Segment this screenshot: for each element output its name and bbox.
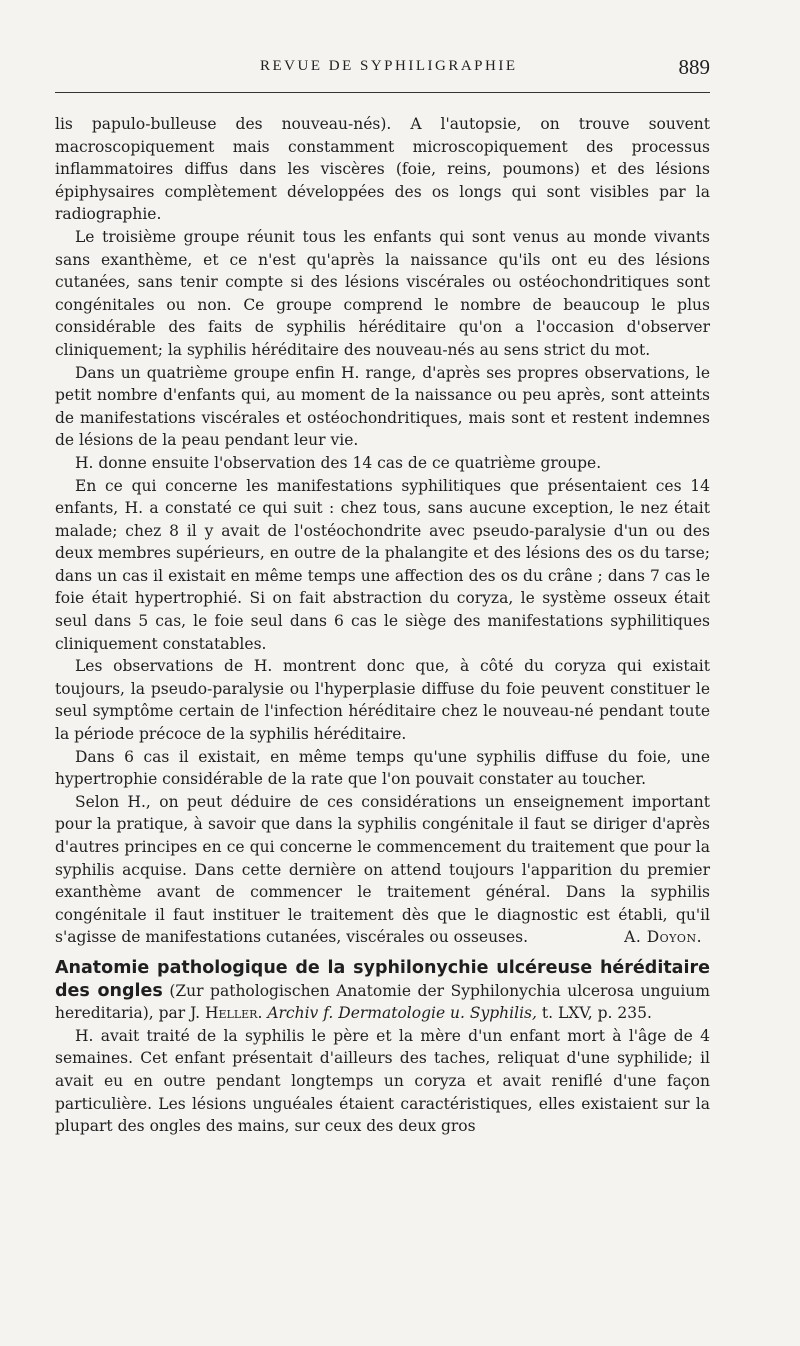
article-heading [55, 957, 710, 1025]
article-body: H. avait traité de la syphilis le père et la mère d'un enfant mort à l'âge de 4 semaines. Cet enfant présentait d'ailleurs des taches, reliquat d'une syphilide; il avait eu en outre pendant longtemps un coryza et avait reniflé d'une façon particulière. Les lésions unguéales étaient caractéristiques, elles existaient sur la plupart des ongles des mains, sur ceux des deux gros [55, 1026, 710, 1136]
article-title: Anatomie pathologique de la syphilonychie ulcéreuse héréditaire des ongles [55, 957, 710, 1001]
paragraph-with-signature [55, 791, 710, 949]
paragraph-text: Selon H., on peut déduire de ces considérations un enseignement important pour la pratique, à savoir que dans la syphilis congénitale il faut se diriger d'après d'autres principes en ce qui concerne le commencement du traitement que pour la syphilis acquise. Dans cette dernière on attend toujours l'apparition du premier exanthème avant de commencer le traitement général. Dans la syphilis congénitale il faut instituer le traitement dès que le diagnostic est établi, qu'il s'agisse de manifestations cutanées, viscérales ou osseuses. [55, 792, 710, 947]
page-header [55, 55, 710, 88]
page-number: 889 [678, 55, 710, 79]
article-entry [55, 957, 710, 1138]
paragraph: En ce qui concerne les manifestations syphilitiques que présentaient ces 14 enfants, H. a constaté ce qui suit : chez tous, sans aucune exception, le nez était malade; chez 8 il y avait de l'ostéochondrite avec pseudo-paralysie d'un ou des deux membres supérieurs, en outre de la phalangite et des lésions des os du tarse; dans un cas il existait en même temps une affection des os du crâne ; dans 7 cas le foie était hypertrophié. Si on fait abstraction du coryza, le système osseux était seul dans 5 cas, le foie seul dans 6 cas le siège des manifestations syphilitiques cliniquement constatables. [55, 476, 710, 653]
paragraph: Dans un quatrième groupe enfin H. range, d'après ses propres observations, le petit nombre d'enfants qui, au moment de la naissance ou peu après, sont atteints de manifestations viscérales et ostéochondritiques, mais sont et restent indemnes de lésions de la peau pendant leur vie. [55, 363, 710, 450]
running-title: REVUE DE SYPHILIGRAPHIE [260, 58, 518, 74]
article-subtitle: (Zur pathologischen Anatomie der Syphilonychia ulcerosa unguium hereditaria), [55, 981, 710, 1023]
paragraph: Dans 6 cas il existait, en même temps qu'une syphilis diffuse du foie, une hypertrophie considérable de la rate que l'on pouvait constater au toucher. [55, 747, 710, 789]
paragraph: lis papulo-bulleuse des nouveau-nés). A l'autopsie, on trouve souvent macroscopiquement mais constamment microscopiquement des processus inflammatoires diffus dans les viscères (foie, reins, poumons) et des lésions épiphysaires complètement développées des os longs qui sont visibles par la radiographie. [55, 115, 710, 224]
article-reference: t. LXV, p. 235. [541, 1004, 652, 1023]
article-journal: Archiv f. Dermatologie u. Syphilis, [267, 1004, 537, 1023]
signature: A. Doyon. [624, 928, 702, 947]
article-by: par J. [158, 1004, 201, 1023]
header-rule [55, 92, 710, 93]
paragraph: Le troisième groupe réunit tous les enfants qui sont venus au monde vivants sans exanthème, et ce n'est qu'après la naissance qu'ils ont eu des lésions cutanées, sans tenir compte si des lésions viscérales ou ostéochondritiques sont congénitales ou non. Ce groupe comprend le nombre de beaucoup le plus considérable des faits de syphilis héréditaire qu'on a l'occasion d'observer cliniquement; la syphilis héréditaire des nouveau-nés au sens strict du mot. [55, 227, 710, 359]
paragraph: H. donne ensuite l'observation des 14 cas de ce quatrième groupe. [75, 453, 602, 472]
page-body [55, 113, 710, 1138]
paragraph: Les observations de H. montrent donc que, à côté du coryza qui existait toujours, la pseudo-paralysie ou l'hyperplasie diffuse du foie peuvent constituer le seul symptôme certain de l'infection héréditaire chez le nouveau-né pendant toute la période précoce de la syphilis héréditaire. [55, 657, 710, 744]
article-author: Heller. [204, 1004, 263, 1023]
